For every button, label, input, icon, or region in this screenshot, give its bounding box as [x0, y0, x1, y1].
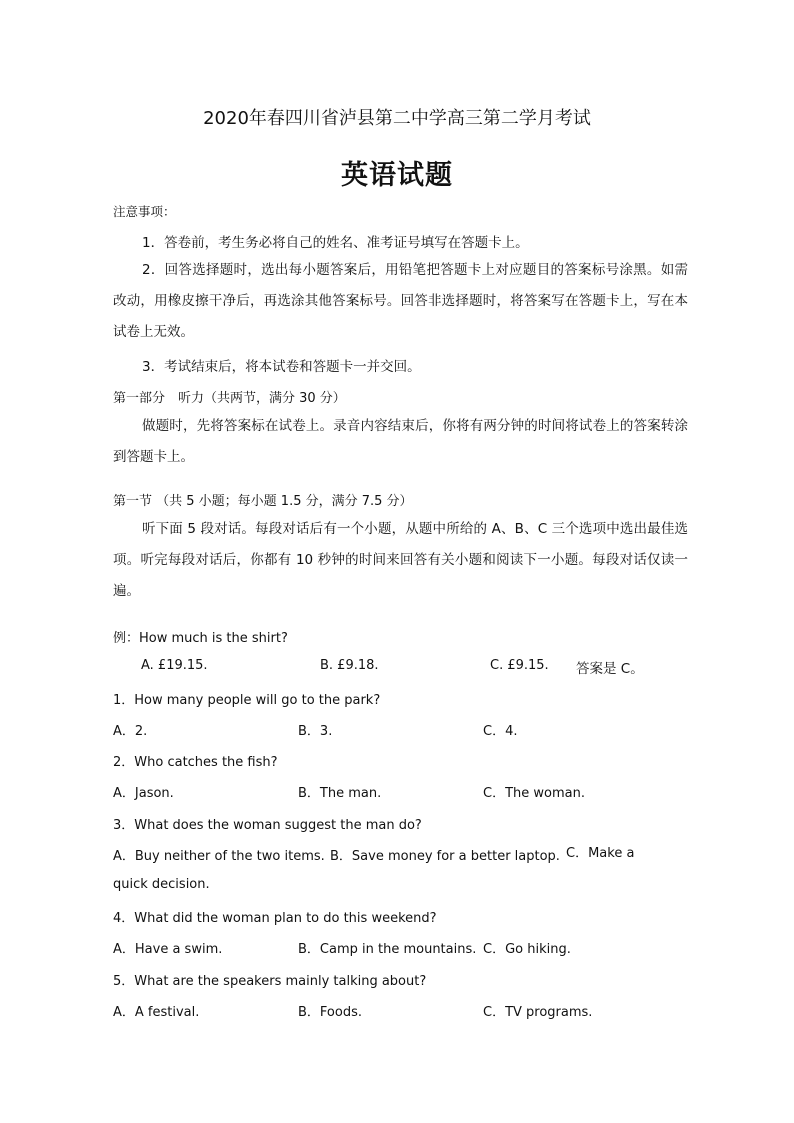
- q2-option-a: A．Jason.: [113, 786, 174, 801]
- q3-option-c: C．Make a quick decision.: [113, 846, 635, 892]
- example-option-a: A. £19.15.: [141, 658, 208, 673]
- example-option-c: C. £9.15.: [490, 658, 549, 673]
- q1-option-a: A．2.: [113, 724, 148, 739]
- q4-option-b: B．Camp in the mountains.: [298, 942, 477, 957]
- part1-heading: 第一部分 听力（共两节，满分 30 分）: [113, 391, 346, 406]
- notice-item-1: 1．答卷前，考生务必将自己的姓名、准考证号填写在答题卡上。: [142, 235, 529, 251]
- q3-option-b: B．Save money for a better laptop.: [330, 849, 560, 864]
- example-question: 例：How much is the shirt?: [113, 631, 288, 646]
- q5-option-a: A．A festival.: [113, 1005, 200, 1020]
- q4-option-a: A．Have a swim.: [113, 942, 223, 957]
- question-1: 1．How many people will go to the park?: [113, 693, 381, 708]
- q1-option-b: B．3.: [298, 724, 333, 739]
- question-4: 4．What did the woman plan to do this weekend?: [113, 911, 437, 926]
- q2-option-c: C．The woman.: [483, 786, 585, 801]
- q1-option-c: C．4.: [483, 724, 518, 739]
- q4-option-c: C．Go hiking.: [483, 942, 571, 957]
- notice-item-2: 2．回答选择题时，选出每小题答案后，用铅笔把答题卡上对应题目的答案标号涂黑。如需改动，用橡皮擦干净后，再选涂其他答案标号。回答非选择题时，将答案写在答题卡上，写在本试卷上无效。: [113, 262, 688, 340]
- q2-option-b: B．The man.: [298, 786, 382, 801]
- example-answer: 答案是 C。: [576, 661, 644, 677]
- q5-option-b: B．Foods.: [298, 1005, 362, 1020]
- question-5: 5．What are the speakers mainly talking about?: [113, 974, 427, 989]
- question-3: 3．What does the woman suggest the man do?: [113, 818, 422, 833]
- part1-instruction: 做题时，先将答案标在试卷上。录音内容结束后，你将有两分钟的时间将试卷上的答案转涂到答题卡上。: [113, 418, 688, 465]
- q5-option-c: C．TV programs.: [483, 1005, 593, 1020]
- question-2: 2．Who catches the fish?: [113, 755, 278, 770]
- notice-item-3: 3．考试结束后，将本试卷和答题卡一并交回。: [142, 359, 421, 375]
- section1-heading: 第一节 （共 5 小题；每小题 1.5 分，满分 7.5 分）: [113, 494, 413, 509]
- q3-option-a: A．Buy neither of the two items.: [113, 849, 325, 864]
- notice-label: 注意事项：: [113, 204, 176, 219]
- example-option-b: B. £9.18.: [320, 658, 379, 673]
- section1-instruction: 听下面 5 段对话。每段对话后有一个小题，从题中所给的 A、B、C 三个选项中选出最佳选项。听完每段对话后，你都有 10 秒钟的时间来回答有关小题和阅读下一小题。每段对话仅读一遍。: [113, 521, 688, 599]
- subject-title: 英语试题: [341, 160, 453, 191]
- exam-title: 2020年春四川省泸县第二中学高三第二学月考试: [203, 108, 591, 129]
